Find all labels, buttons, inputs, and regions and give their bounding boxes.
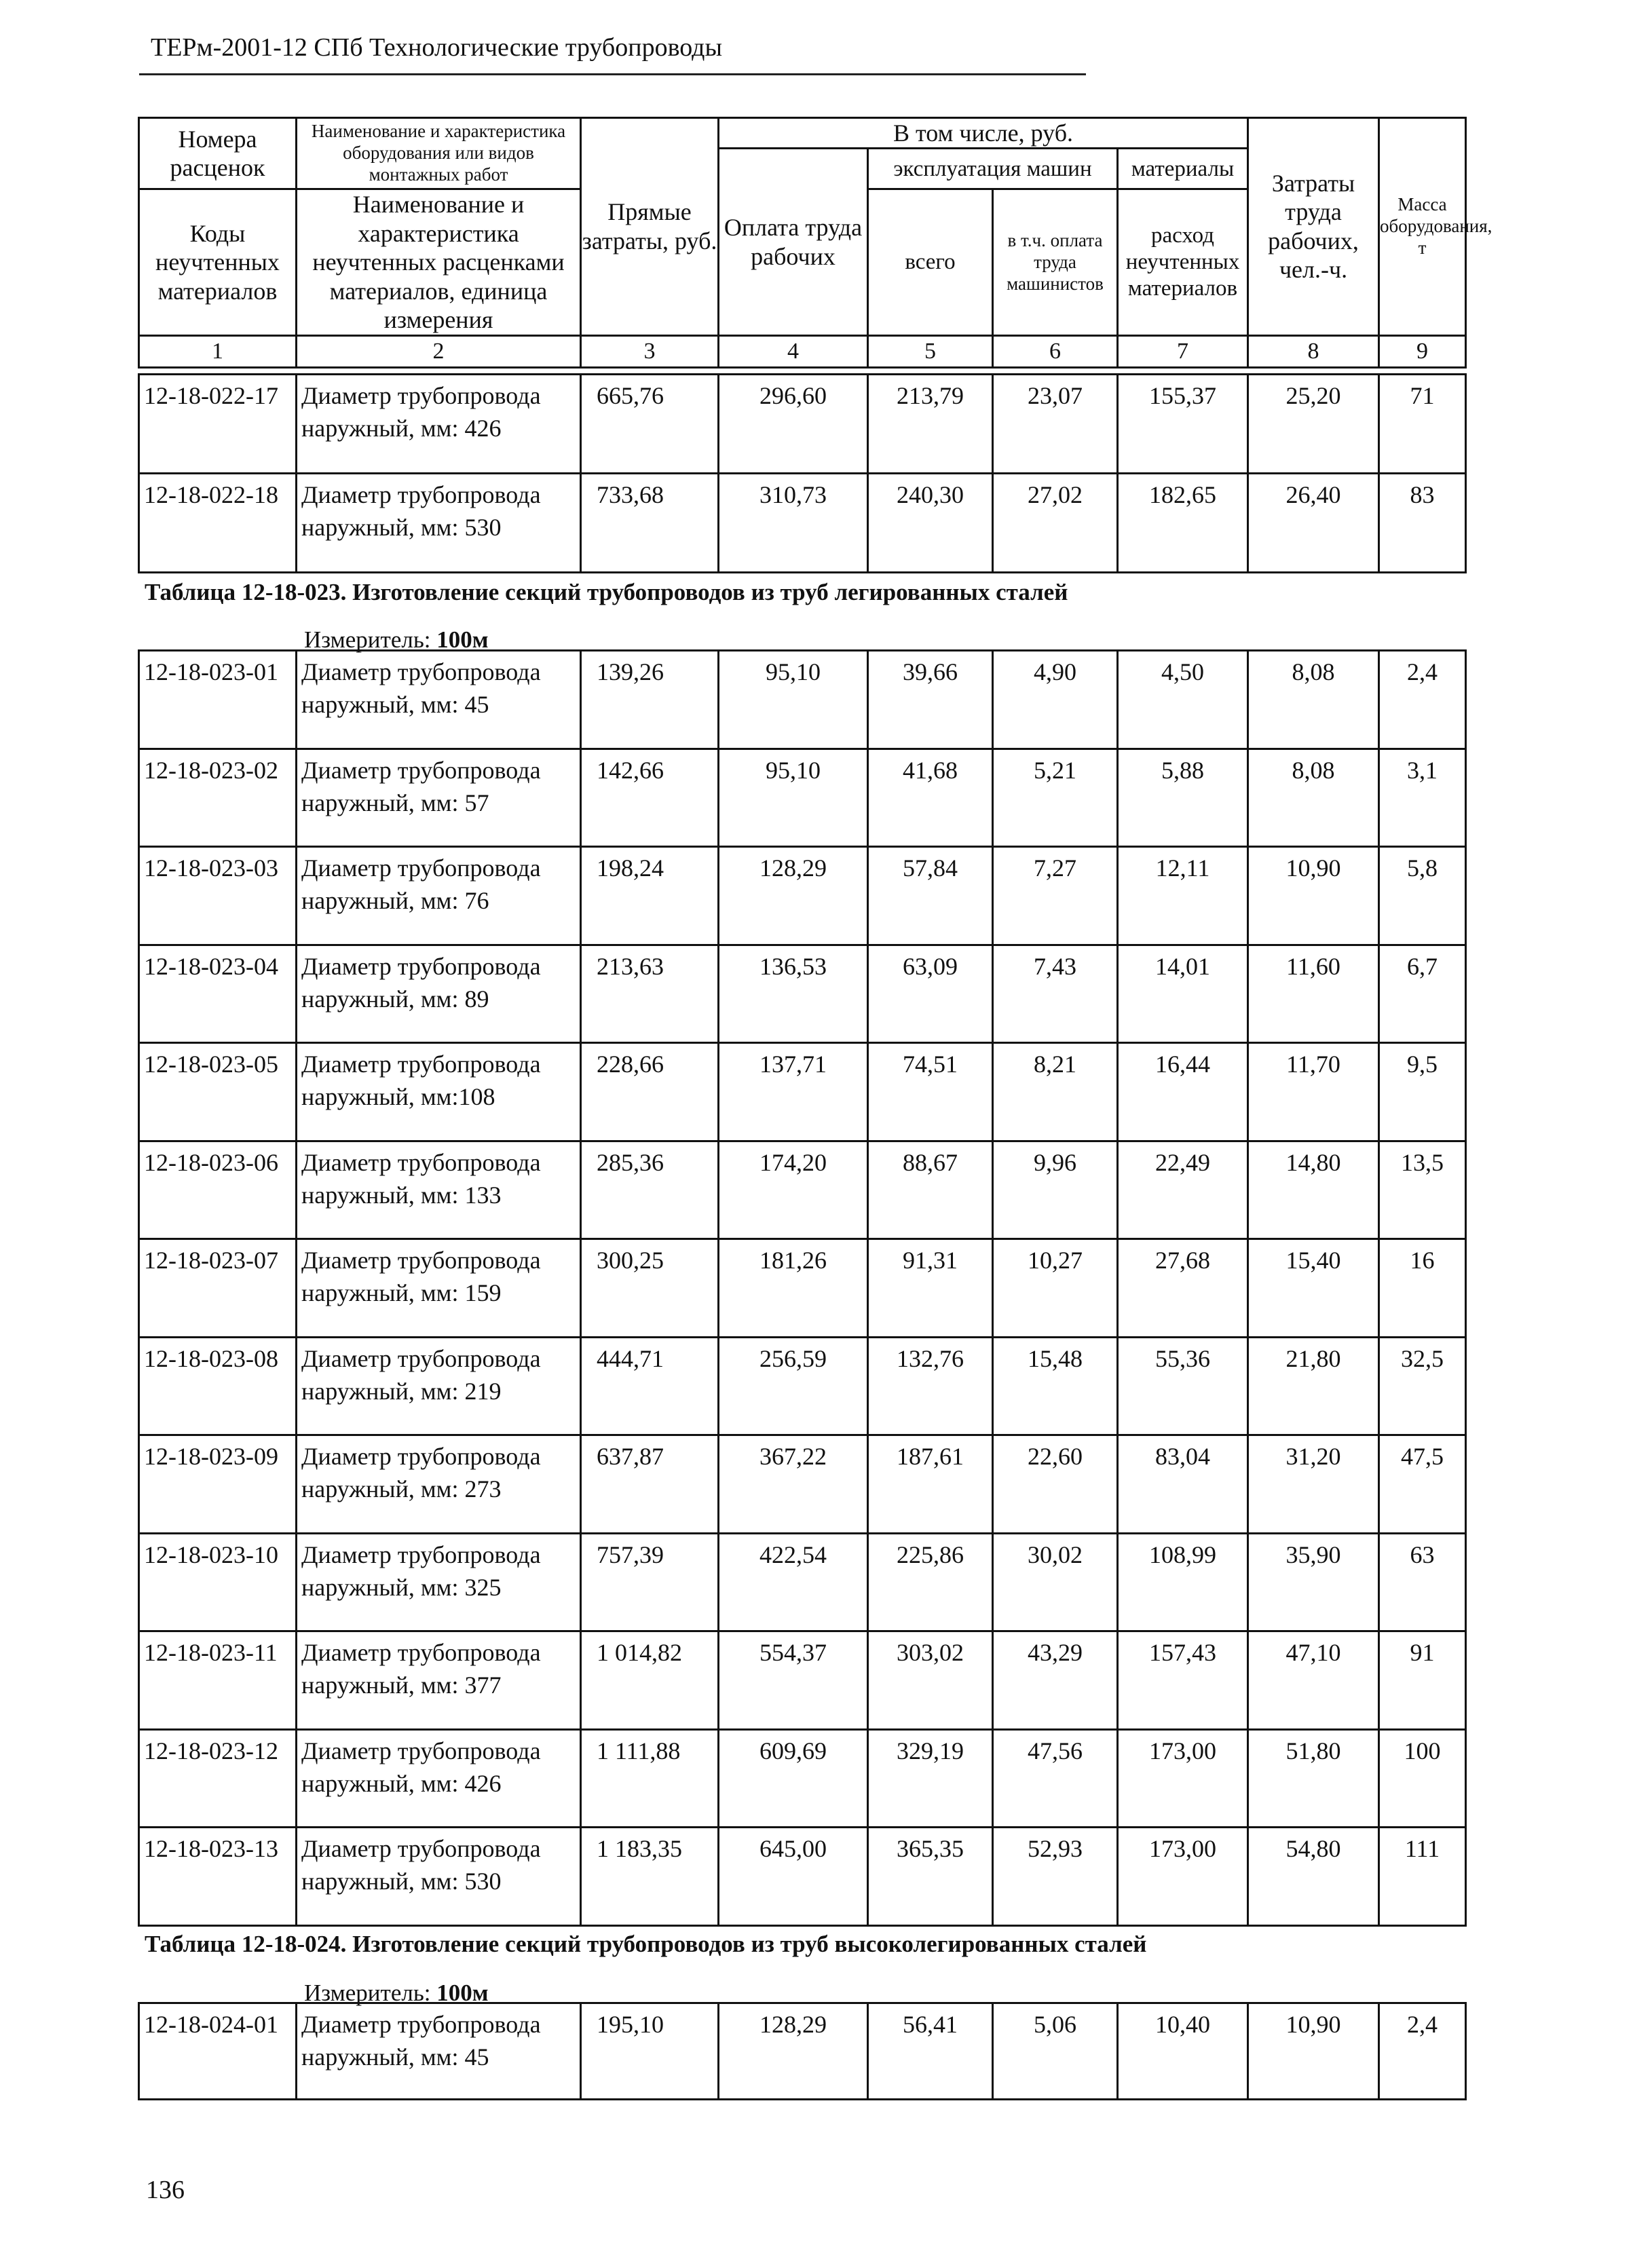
work-description [297,1141,581,1239]
description-line-2: наружный, мм: 133 [301,1181,502,1209]
labor-costs-cell: 21,80 [1248,1337,1379,1435]
header-material-name: Наименование и характеристика неучтенных расценками материалов, единица измерения [297,189,581,335]
machines-total-cell: 213,79 [868,375,993,474]
work-description [297,1533,581,1631]
table-row [139,375,1466,474]
header-including-group: В том числе, руб. [719,118,1248,149]
machines-total-cell: 57,84 [868,847,993,945]
description-line-2: наружный, мм: 530 [301,514,502,541]
meter-label: Измеритель: [304,1980,437,2006]
mass-cell: 32,5 [1379,1337,1466,1435]
machines-total-cell: 240,30 [868,474,993,573]
machines-total-cell: 91,31 [868,1239,993,1338]
materials-cell: 12,11 [1118,847,1248,945]
mass-cell: 6,7 [1379,945,1466,1043]
rate-code: 12-18-023-01 [139,651,297,749]
rate-code: 12-18-024-01 [139,2003,297,2100]
machines-total-cell: 63,09 [868,945,993,1043]
work-description [297,1337,581,1435]
table-023-caption: Таблица 12-18-023. Изготовление секций трубопроводов из труб легированных сталей [145,579,1068,605]
materials-cell: 55,36 [1118,1337,1248,1435]
operator-wages-cell: 7,27 [993,847,1118,945]
description-line-2: наружный, мм: 273 [301,1475,502,1502]
rate-code: 12-18-023-07 [139,1239,297,1338]
operator-wages-cell: 27,02 [993,474,1118,573]
col-number: 3 [581,335,719,367]
machines-total-cell: 88,67 [868,1141,993,1239]
work-description [297,1631,581,1730]
description-line-1: Диаметр трубопровода [301,658,541,685]
materials-cell: 14,01 [1118,945,1248,1043]
description-line-1: Диаметр трубопровода [301,1541,541,1568]
table-row [139,1239,1466,1338]
labor-costs-cell: 35,90 [1248,1533,1379,1631]
operator-wages-cell: 9,96 [993,1141,1118,1239]
materials-cell: 16,44 [1118,1043,1248,1141]
header-labor-costs: Затраты труда рабочих, чел.-ч. [1248,118,1379,336]
machines-total-cell: 56,41 [868,2003,993,2100]
worker-wages-cell: 422,54 [719,1533,868,1631]
labor-costs-cell: 8,08 [1248,749,1379,847]
header-machine-operation: эксплуатация машин [868,149,1118,189]
worker-wages-cell: 181,26 [719,1239,868,1338]
labor-costs-cell: 31,20 [1248,1435,1379,1534]
direct-costs-cell: 195,10 [581,2003,719,2100]
materials-cell: 5,88 [1118,749,1248,847]
labor-costs-cell: 10,90 [1248,2003,1379,2100]
work-description [297,1729,581,1828]
header-rule [139,73,1086,75]
mass-cell: 83 [1379,474,1466,573]
work-description [297,2003,581,2100]
page-number: 136 [146,2176,185,2204]
worker-wages-cell: 645,00 [719,1828,868,1926]
machines-total-cell: 329,19 [868,1729,993,1828]
mass-cell: 16 [1379,1239,1466,1338]
labor-costs-cell: 15,40 [1248,1239,1379,1338]
direct-costs-cell: 228,66 [581,1043,719,1141]
materials-cell: 4,50 [1118,651,1248,749]
worker-wages-cell: 136,53 [719,945,868,1043]
operator-wages-cell: 10,27 [993,1239,1118,1338]
table-row [139,1729,1466,1828]
col-number: 2 [297,335,581,367]
description-line-1: Диаметр трубопровода [301,1247,541,1274]
labor-costs-cell: 51,80 [1248,1729,1379,1828]
rate-code: 12-18-023-08 [139,1337,297,1435]
worker-wages-cell: 95,10 [719,749,868,847]
worker-wages-cell: 128,29 [719,847,868,945]
work-description [297,1043,581,1141]
labor-costs-cell: 47,10 [1248,1631,1379,1730]
table-row [139,651,1466,749]
worker-wages-cell: 137,71 [719,1043,868,1141]
description-line-2: наружный, мм: 377 [301,1671,502,1699]
operator-wages-cell: 23,07 [993,375,1118,474]
rate-code: 12-18-023-10 [139,1533,297,1631]
work-description [297,375,581,474]
table-row [139,1533,1466,1631]
worker-wages-cell: 296,60 [719,375,868,474]
column-number-row [139,335,1466,367]
description-line-1: Диаметр трубопровода [301,1443,541,1470]
machines-total-cell: 225,86 [868,1533,993,1631]
mass-cell: 2,4 [1379,651,1466,749]
description-line-1: Диаметр трубопровода [301,382,541,409]
direct-costs-cell: 637,87 [581,1435,719,1534]
operator-wages-cell: 22,60 [993,1435,1118,1534]
direct-costs-cell: 300,25 [581,1239,719,1338]
labor-costs-cell: 54,80 [1248,1828,1379,1926]
worker-wages-cell: 609,69 [719,1729,868,1828]
col-number: 1 [139,335,297,367]
materials-cell: 27,68 [1118,1239,1248,1338]
materials-cell: 155,37 [1118,375,1248,474]
direct-costs-cell: 665,76 [581,375,719,474]
labor-costs-cell: 26,40 [1248,474,1379,573]
description-line-2: наружный, мм: 159 [301,1279,502,1306]
work-description [297,1828,581,1926]
description-line-2: наружный, мм: 219 [301,1377,502,1405]
description-line-1: Диаметр трубопровода [301,481,541,508]
table-row [139,749,1466,847]
machines-total-cell: 187,61 [868,1435,993,1534]
col-number: 6 [993,335,1118,367]
direct-costs-cell: 1 111,88 [581,1729,719,1828]
rates-table-022 [138,373,1467,573]
mass-cell: 5,8 [1379,847,1466,945]
mass-cell: 91 [1379,1631,1466,1730]
labor-costs-cell: 11,70 [1248,1043,1379,1141]
table-row [139,1435,1466,1534]
direct-costs-cell: 139,26 [581,651,719,749]
rates-table-024 [138,2002,1467,2100]
work-description [297,1435,581,1534]
meter-label: Измеритель: [304,626,437,653]
machines-total-cell: 41,68 [868,749,993,847]
mass-cell: 9,5 [1379,1043,1466,1141]
work-description [297,945,581,1043]
table-row [139,474,1466,573]
description-line-2: наружный, мм: 57 [301,789,489,816]
mass-cell: 63 [1379,1533,1466,1631]
description-line-2: наружный, мм: 45 [301,691,489,718]
col-number: 5 [868,335,993,367]
operator-wages-cell: 47,56 [993,1729,1118,1828]
header-work-name: Наименование и характеристика оборудования или видов монтажных работ [297,118,581,189]
worker-wages-cell: 95,10 [719,651,868,749]
table-row [139,1337,1466,1435]
work-description [297,651,581,749]
description-line-2: наружный, мм: 530 [301,1868,502,1895]
materials-cell: 173,00 [1118,1828,1248,1926]
table-row [139,1631,1466,1730]
machines-total-cell: 365,35 [868,1828,993,1926]
description-line-1: Диаметр трубопровода [301,952,541,980]
operator-wages-cell: 5,21 [993,749,1118,847]
table-row [139,1043,1466,1141]
operator-wages-cell: 43,29 [993,1631,1118,1730]
worker-wages-cell: 174,20 [719,1141,868,1239]
machines-total-cell: 74,51 [868,1043,993,1141]
worker-wages-cell: 554,37 [719,1631,868,1730]
description-line-1: Диаметр трубопровода [301,1737,541,1764]
col-number: 7 [1118,335,1248,367]
mass-cell: 2,4 [1379,2003,1466,2100]
direct-costs-cell: 213,63 [581,945,719,1043]
table-row [139,945,1466,1043]
materials-cell: 83,04 [1118,1435,1248,1534]
labor-costs-cell: 25,20 [1248,375,1379,474]
operator-wages-cell: 52,93 [993,1828,1118,1926]
description-line-2: наружный, мм: 325 [301,1573,502,1601]
materials-cell: 108,99 [1118,1533,1248,1631]
header-operator-wages: в т.ч. оплата труда машинистов [993,189,1118,335]
header-machines-total: всего [868,189,993,335]
description-line-2: наружный, мм: 426 [301,415,502,442]
rate-code: 12-18-023-11 [139,1631,297,1730]
direct-costs-cell: 142,66 [581,749,719,847]
description-line-2: наружный, мм: 426 [301,1769,502,1797]
column-header-table [138,117,1493,368]
labor-costs-cell: 8,08 [1248,651,1379,749]
mass-cell: 111 [1379,1828,1466,1926]
col-number: 8 [1248,335,1379,367]
table-024-caption: Таблица 12-18-024. Изготовление секций трубопроводов из труб высоколегированных сталей [145,1931,1147,1957]
description-line-2: наружный, мм: 76 [301,887,489,914]
description-line-1: Диаметр трубопровода [301,756,541,784]
operator-wages-cell: 4,90 [993,651,1118,749]
rate-code: 12-18-023-02 [139,749,297,847]
materials-cell: 173,00 [1118,1729,1248,1828]
labor-costs-cell: 11,60 [1248,945,1379,1043]
rate-code: 12-18-022-18 [139,474,297,573]
work-description [297,474,581,573]
direct-costs-cell: 198,24 [581,847,719,945]
description-line-2: наружный, мм: 45 [301,2043,489,2071]
header-rate-numbers: Номера расценок [139,118,297,189]
header-equipment-mass: Масса оборудования, т [1379,118,1466,336]
machines-total-cell: 132,76 [868,1337,993,1435]
labor-costs-cell: 14,80 [1248,1141,1379,1239]
description-line-1: Диаметр трубопровода [301,1835,541,1862]
materials-cell: 10,40 [1118,2003,1248,2100]
worker-wages-cell: 256,59 [719,1337,868,1435]
direct-costs-cell: 1 183,35 [581,1828,719,1926]
description-line-2: наружный, мм: 89 [301,985,489,1013]
machines-total-cell: 303,02 [868,1631,993,1730]
description-line-1: Диаметр трубопровода [301,1639,541,1666]
col-number: 9 [1379,335,1466,367]
header-unaccounted-materials: расход неучтенных материалов [1118,189,1248,335]
rate-code: 12-18-023-06 [139,1141,297,1239]
description-line-1: Диаметр трубопровода [301,1051,541,1078]
rate-code: 12-18-023-09 [139,1435,297,1534]
header-material-codes: Коды неучтенных материалов [139,189,297,335]
mass-cell: 47,5 [1379,1435,1466,1534]
direct-costs-cell: 733,68 [581,474,719,573]
labor-costs-cell: 10,90 [1248,847,1379,945]
operator-wages-cell: 5,06 [993,2003,1118,2100]
rate-code: 12-18-023-04 [139,945,297,1043]
rate-code: 12-18-023-03 [139,847,297,945]
table-row [139,1828,1466,1926]
rate-code: 12-18-023-12 [139,1729,297,1828]
meter-value: 100м [436,626,489,653]
direct-costs-cell: 757,39 [581,1533,719,1631]
worker-wages-cell: 128,29 [719,2003,868,2100]
materials-cell: 182,65 [1118,474,1248,573]
worker-wages-cell: 310,73 [719,474,868,573]
operator-wages-cell: 15,48 [993,1337,1118,1435]
operator-wages-cell: 8,21 [993,1043,1118,1141]
rate-code: 12-18-023-05 [139,1043,297,1141]
meter-value: 100м [436,1980,489,2006]
table-row [139,2003,1466,2100]
operator-wages-cell: 7,43 [993,945,1118,1043]
description-line-1: Диаметр трубопровода [301,2011,541,2038]
work-description [297,847,581,945]
header-worker-wages: Оплата труда рабочих [719,149,868,335]
materials-cell: 22,49 [1118,1141,1248,1239]
col-number: 4 [719,335,868,367]
materials-cell: 157,43 [1118,1631,1248,1730]
machines-total-cell: 39,66 [868,651,993,749]
direct-costs-cell: 444,71 [581,1337,719,1435]
mass-cell: 100 [1379,1729,1466,1828]
description-line-2: наружный, мм:108 [301,1083,495,1110]
direct-costs-cell: 1 014,82 [581,1631,719,1730]
mass-cell: 3,1 [1379,749,1466,847]
description-line-1: Диаметр трубопровода [301,854,541,882]
description-line-1: Диаметр трубопровода [301,1344,541,1372]
header-direct-costs: Прямые затраты, руб. [581,118,719,336]
mass-cell: 71 [1379,375,1466,474]
rate-code: 12-18-023-13 [139,1828,297,1926]
table-row [139,1141,1466,1239]
rates-table-023 [138,649,1467,1927]
operator-wages-cell: 30,02 [993,1533,1118,1631]
work-description [297,749,581,847]
header-materials: материалы [1118,149,1248,189]
worker-wages-cell: 367,22 [719,1435,868,1534]
direct-costs-cell: 285,36 [581,1141,719,1239]
rate-code: 12-18-022-17 [139,375,297,474]
work-description [297,1239,581,1338]
description-line-1: Диаметр трубопровода [301,1148,541,1176]
mass-cell: 13,5 [1379,1141,1466,1239]
page-header-title: ТЕРм-2001-12 СПб Технологические трубопроводы [151,33,723,62]
table-row [139,847,1466,945]
